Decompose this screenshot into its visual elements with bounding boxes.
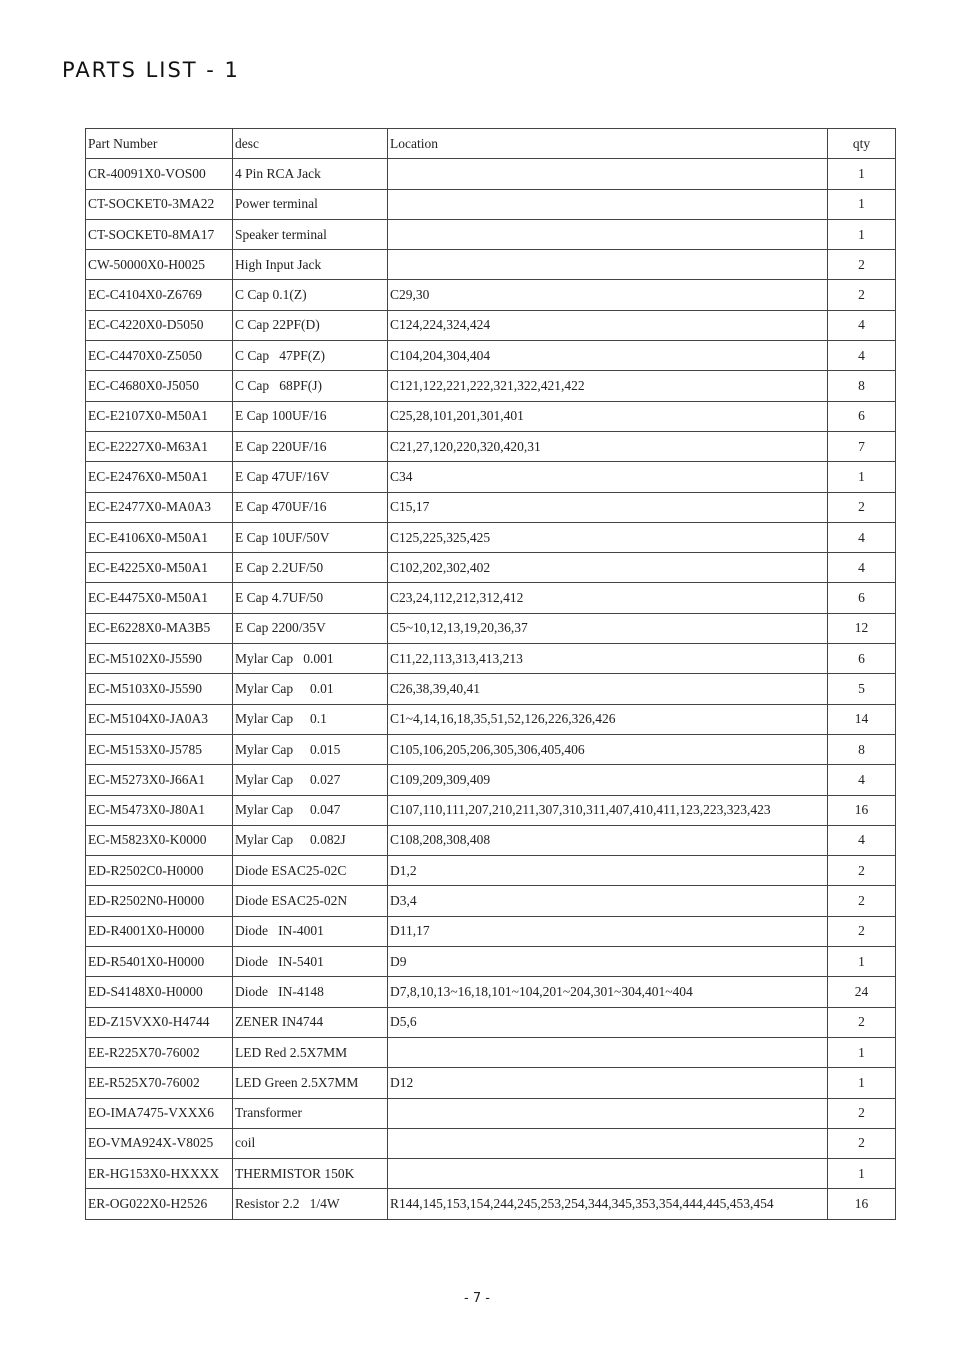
cell-qty: 1 (828, 947, 896, 977)
cell-location: C23,24,112,212,312,412 (388, 583, 828, 613)
cell-qty: 4 (828, 765, 896, 795)
cell-desc: E Cap 470UF/16 (233, 492, 388, 522)
cell-desc: C Cap 22PF(D) (233, 310, 388, 340)
table-row (86, 734, 896, 764)
cell-part-number: ER-OG022X0-H2526 (86, 1189, 233, 1219)
cell-location: D5,6 (388, 1007, 828, 1037)
cell-qty: 1 (828, 219, 896, 249)
cell-part-number: EE-R525X70-76002 (86, 1068, 233, 1098)
cell-desc: Power terminal (233, 189, 388, 219)
cell-desc: Diode ESAC25-02N (233, 886, 388, 916)
cell-location (388, 219, 828, 249)
cell-location (388, 189, 828, 219)
cell-desc: Diode ESAC25-02C (233, 856, 388, 886)
cell-desc: Mylar Cap 0.047 (233, 795, 388, 825)
table-row (86, 219, 896, 249)
table-row (86, 825, 896, 855)
table-row (86, 371, 896, 401)
cell-qty: 2 (828, 1098, 896, 1128)
cell-part-number: ED-Z15VXX0-H4744 (86, 1007, 233, 1037)
cell-qty: 2 (828, 856, 896, 886)
cell-location (388, 1128, 828, 1158)
cell-qty: 24 (828, 977, 896, 1007)
table-row (86, 280, 896, 310)
cell-location: R144,145,153,154,244,245,253,254,344,345,353,354,444,445,453,454 (388, 1189, 828, 1219)
cell-qty: 2 (828, 1007, 896, 1037)
cell-part-number: CR-40091X0-VOS00 (86, 159, 233, 189)
cell-location: C125,225,325,425 (388, 522, 828, 552)
cell-qty: 1 (828, 1037, 896, 1067)
header-qty: qty (828, 129, 896, 159)
cell-desc: High Input Jack (233, 250, 388, 280)
cell-part-number: EE-R225X70-76002 (86, 1037, 233, 1067)
cell-desc: ZENER IN4744 (233, 1007, 388, 1037)
cell-location: D9 (388, 947, 828, 977)
table-row (86, 553, 896, 583)
table-row (86, 492, 896, 522)
cell-desc: Mylar Cap 0.01 (233, 674, 388, 704)
cell-location: C105,106,205,206,305,306,405,406 (388, 734, 828, 764)
cell-qty: 4 (828, 825, 896, 855)
cell-part-number: EC-M5103X0-J5590 (86, 674, 233, 704)
cell-location: C5~10,12,13,19,20,36,37 (388, 613, 828, 643)
cell-desc: Transformer (233, 1098, 388, 1128)
cell-location: C25,28,101,201,301,401 (388, 401, 828, 431)
cell-desc: Speaker terminal (233, 219, 388, 249)
cell-qty: 8 (828, 371, 896, 401)
cell-qty: 2 (828, 250, 896, 280)
table-row (86, 583, 896, 613)
table-row (86, 189, 896, 219)
cell-part-number: CW-50000X0-H0025 (86, 250, 233, 280)
table-row (86, 1128, 896, 1158)
cell-part-number: EC-C4470X0-Z5050 (86, 341, 233, 371)
page-number: - 7 - (464, 1291, 490, 1306)
cell-part-number: EC-E2107X0-M50A1 (86, 401, 233, 431)
cell-part-number: EC-E6228X0-MA3B5 (86, 613, 233, 643)
cell-desc: C Cap 68PF(J) (233, 371, 388, 401)
cell-qty: 4 (828, 553, 896, 583)
cell-part-number: ED-R5401X0-H0000 (86, 947, 233, 977)
cell-qty: 5 (828, 674, 896, 704)
cell-qty: 14 (828, 704, 896, 734)
cell-location: C11,22,113,313,413,213 (388, 644, 828, 674)
cell-desc: Mylar Cap 0.015 (233, 734, 388, 764)
cell-part-number: EC-E4106X0-M50A1 (86, 522, 233, 552)
cell-desc: E Cap 100UF/16 (233, 401, 388, 431)
cell-location: C26,38,39,40,41 (388, 674, 828, 704)
cell-location (388, 250, 828, 280)
cell-location: D1,2 (388, 856, 828, 886)
cell-part-number: EC-M5102X0-J5590 (86, 644, 233, 674)
cell-desc: Diode IN-4001 (233, 916, 388, 946)
table-header-row (86, 129, 896, 159)
table-row (86, 1037, 896, 1067)
cell-qty: 1 (828, 1159, 896, 1189)
cell-qty: 4 (828, 341, 896, 371)
cell-location: D11,17 (388, 916, 828, 946)
cell-location: D3,4 (388, 886, 828, 916)
cell-qty: 1 (828, 462, 896, 492)
table-row (86, 522, 896, 552)
cell-location: C15,17 (388, 492, 828, 522)
cell-location (388, 1159, 828, 1189)
table-row (86, 765, 896, 795)
table-row (86, 1159, 896, 1189)
cell-location: C102,202,302,402 (388, 553, 828, 583)
table-row (86, 947, 896, 977)
cell-desc: Mylar Cap 0.027 (233, 765, 388, 795)
cell-location: C124,224,324,424 (388, 310, 828, 340)
table-row (86, 250, 896, 280)
cell-location: D12 (388, 1068, 828, 1098)
cell-location (388, 1037, 828, 1067)
cell-part-number: EC-M5153X0-J5785 (86, 734, 233, 764)
cell-part-number: EO-IMA7475-VXXX6 (86, 1098, 233, 1128)
cell-part-number: EC-E2227X0-M63A1 (86, 431, 233, 461)
cell-part-number: ED-R4001X0-H0000 (86, 916, 233, 946)
cell-qty: 8 (828, 734, 896, 764)
table-row (86, 856, 896, 886)
cell-location: C21,27,120,220,320,420,31 (388, 431, 828, 461)
cell-desc: THERMISTOR 150K (233, 1159, 388, 1189)
table-row (86, 159, 896, 189)
cell-qty: 2 (828, 916, 896, 946)
cell-location: D7,8,10,13~16,18,101~104,201~204,301~304,401~404 (388, 977, 828, 1007)
cell-desc: LED Red 2.5X7MM (233, 1037, 388, 1067)
cell-qty: 6 (828, 583, 896, 613)
table-row (86, 704, 896, 734)
cell-desc: E Cap 4.7UF/50 (233, 583, 388, 613)
cell-qty: 1 (828, 1068, 896, 1098)
parts-table-body (86, 159, 896, 1219)
cell-location: C121,122,221,222,321,322,421,422 (388, 371, 828, 401)
table-row (86, 613, 896, 643)
cell-qty: 4 (828, 522, 896, 552)
cell-qty: 2 (828, 1128, 896, 1158)
cell-desc: Resistor 2.2 1/4W (233, 1189, 388, 1219)
cell-qty: 1 (828, 159, 896, 189)
cell-desc: C Cap 0.1(Z) (233, 280, 388, 310)
cell-qty: 2 (828, 886, 896, 916)
cell-desc: LED Green 2.5X7MM (233, 1068, 388, 1098)
cell-desc: 4 Pin RCA Jack (233, 159, 388, 189)
header-desc: desc (233, 129, 388, 159)
cell-location (388, 1098, 828, 1128)
cell-part-number: ER-HG153X0-HXXXX (86, 1159, 233, 1189)
table-row (86, 1098, 896, 1128)
cell-desc: E Cap 2.2UF/50 (233, 553, 388, 583)
cell-part-number: EO-VMA924X-V8025 (86, 1128, 233, 1158)
table-row (86, 401, 896, 431)
cell-desc: Diode IN-4148 (233, 977, 388, 1007)
table-row (86, 1068, 896, 1098)
cell-part-number: EC-C4220X0-D5050 (86, 310, 233, 340)
table-row (86, 916, 896, 946)
table-row (86, 795, 896, 825)
table-row (86, 341, 896, 371)
cell-location: C29,30 (388, 280, 828, 310)
cell-part-number: CT-SOCKET0-3MA22 (86, 189, 233, 219)
cell-qty: 16 (828, 795, 896, 825)
cell-part-number: EC-E4225X0-M50A1 (86, 553, 233, 583)
cell-part-number: ED-R2502N0-H0000 (86, 886, 233, 916)
cell-part-number: CT-SOCKET0-8MA17 (86, 219, 233, 249)
cell-location: C104,204,304,404 (388, 341, 828, 371)
cell-qty: 1 (828, 189, 896, 219)
cell-desc: Mylar Cap 0.1 (233, 704, 388, 734)
cell-part-number: EC-C4104X0-Z6769 (86, 280, 233, 310)
cell-location: C107,110,111,207,210,211,307,310,311,407,410,411,123,223,323,423 (388, 795, 828, 825)
cell-part-number: EC-E2477X0-MA0A3 (86, 492, 233, 522)
table-row (86, 431, 896, 461)
table-row (86, 977, 896, 1007)
cell-part-number: EC-M5823X0-K0000 (86, 825, 233, 855)
cell-qty: 6 (828, 644, 896, 674)
cell-desc: E Cap 2200/35V (233, 613, 388, 643)
table-row (86, 886, 896, 916)
table-row (86, 644, 896, 674)
header-part-number: Part Number (86, 129, 233, 159)
cell-qty: 4 (828, 310, 896, 340)
cell-part-number: EC-M5104X0-JA0A3 (86, 704, 233, 734)
cell-desc: C Cap 47PF(Z) (233, 341, 388, 371)
cell-location: C109,209,309,409 (388, 765, 828, 795)
cell-qty: 2 (828, 492, 896, 522)
cell-qty: 12 (828, 613, 896, 643)
cell-part-number: ED-S4148X0-H0000 (86, 977, 233, 1007)
page-title: PARTS LIST - 1 (62, 58, 240, 82)
table-row (86, 1007, 896, 1037)
cell-qty: 7 (828, 431, 896, 461)
cell-qty: 2 (828, 280, 896, 310)
table-row (86, 674, 896, 704)
cell-location: C1~4,14,16,18,35,51,52,126,226,326,426 (388, 704, 828, 734)
cell-desc: Mylar Cap 0.001 (233, 644, 388, 674)
parts-table (85, 128, 896, 1220)
cell-desc: Mylar Cap 0.082J (233, 825, 388, 855)
cell-part-number: EC-E4475X0-M50A1 (86, 583, 233, 613)
cell-part-number: EC-M5473X0-J80A1 (86, 795, 233, 825)
cell-desc: E Cap 47UF/16V (233, 462, 388, 492)
cell-part-number: EC-M5273X0-J66A1 (86, 765, 233, 795)
cell-location: C34 (388, 462, 828, 492)
table-row (86, 310, 896, 340)
header-location: Location (388, 129, 828, 159)
cell-desc: E Cap 220UF/16 (233, 431, 388, 461)
cell-qty: 16 (828, 1189, 896, 1219)
table-row (86, 1189, 896, 1219)
cell-desc: Diode IN-5401 (233, 947, 388, 977)
cell-desc: coil (233, 1128, 388, 1158)
cell-location: C108,208,308,408 (388, 825, 828, 855)
cell-part-number: EC-E2476X0-M50A1 (86, 462, 233, 492)
cell-location (388, 159, 828, 189)
cell-part-number: ED-R2502C0-H0000 (86, 856, 233, 886)
table-row (86, 462, 896, 492)
cell-qty: 6 (828, 401, 896, 431)
cell-desc: E Cap 10UF/50V (233, 522, 388, 552)
cell-part-number: EC-C4680X0-J5050 (86, 371, 233, 401)
